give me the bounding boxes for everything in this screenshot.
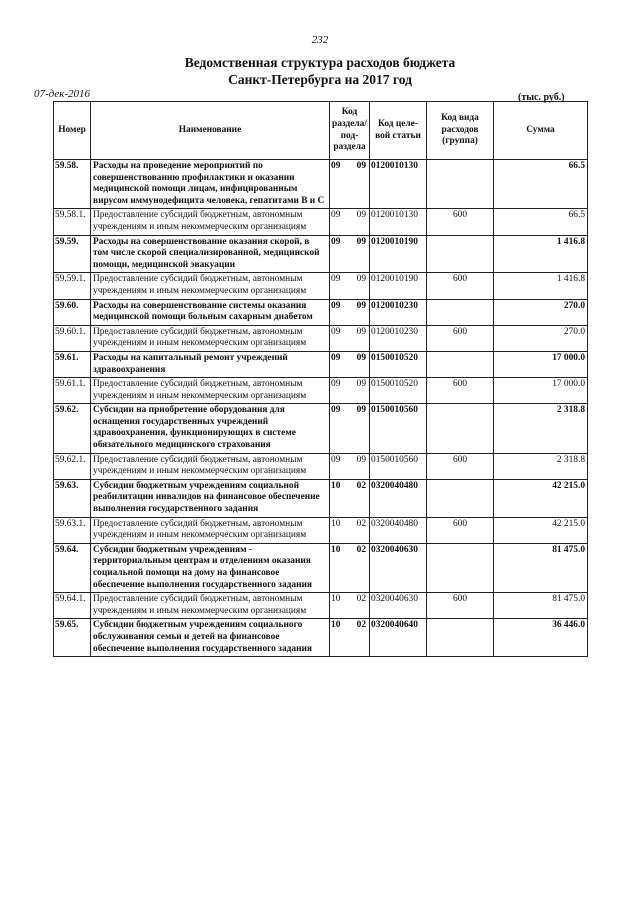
row-article-code: 0150010520	[370, 378, 427, 404]
subsection-code: 09	[356, 210, 366, 221]
row-article-code: 0320040640	[370, 619, 427, 657]
row-section-code	[330, 209, 370, 235]
row-section-code	[330, 378, 370, 404]
table-row	[54, 378, 588, 404]
subsection-code: 09	[356, 236, 366, 247]
row-sum: 42 215.0	[494, 479, 588, 517]
table-row	[54, 619, 588, 657]
table-row	[54, 299, 588, 325]
row-name: Субсидии бюджетным учреждениям социальной реабилитации инвалидов на финансовое обеспечение выполнения государственного задания	[91, 479, 330, 517]
row-article-code: 0320040480	[370, 479, 427, 517]
row-article-code: 0150010520	[370, 351, 427, 377]
row-article-code: 0120010190	[370, 235, 427, 273]
row-expense-kind	[427, 235, 494, 273]
section-code: 09	[331, 274, 341, 285]
subsection-code: 02	[356, 594, 366, 605]
row-number: 59.62.	[54, 404, 91, 453]
section-code: 09	[331, 161, 341, 171]
row-sum: 81 475.0	[494, 593, 588, 619]
row-sum: 66.5	[494, 160, 588, 209]
row-number: 59.63.1.	[54, 517, 91, 543]
row-expense-kind: 600	[427, 273, 494, 299]
row-name: Субсидии на приобретение оборудования для оснащения государственных учреждений здравоохранения, функционирующих в системе обязательного медицинского страхования	[91, 404, 330, 453]
row-name: Субсидии бюджетным учреждениям - территориальным центрам и отделениям оказания социальной помощи на дому на финансовое обеспечение выполнения государственного задания	[91, 543, 330, 592]
section-code: 10	[331, 480, 341, 491]
table-row	[54, 160, 588, 209]
row-section-code	[330, 404, 370, 453]
header-expense-kind-code: Код вида расходов (группа)	[427, 102, 494, 160]
row-expense-kind	[427, 404, 494, 453]
row-section-code	[330, 619, 370, 657]
row-section-code	[330, 325, 370, 351]
table-row	[54, 593, 588, 619]
row-expense-kind: 600	[427, 378, 494, 404]
row-sum: 17 000.0	[494, 351, 588, 377]
section-code: 09	[331, 236, 341, 247]
section-code: 09	[331, 379, 341, 390]
subsection-code: 09	[356, 161, 366, 171]
row-number: 59.65.	[54, 619, 91, 657]
table-row	[54, 453, 588, 479]
row-sum: 270.0	[494, 325, 588, 351]
table-header-row	[54, 102, 588, 160]
row-number: 59.61.	[54, 351, 91, 377]
row-section-code	[330, 543, 370, 592]
subsection-code: 09	[356, 300, 366, 311]
table-row	[54, 517, 588, 543]
row-sum: 81 475.0	[494, 543, 588, 592]
row-sum: 36 446.0	[494, 619, 588, 657]
subsection-code: 02	[356, 544, 366, 555]
row-sum: 17 000.0	[494, 378, 588, 404]
row-sum: 66.5	[494, 209, 588, 235]
table-row	[54, 543, 588, 592]
row-section-code	[330, 273, 370, 299]
row-article-code: 0320040480	[370, 517, 427, 543]
subsection-code: 09	[356, 274, 366, 285]
row-name: Расходы на совершенствование системы оказания медицинской помощи больным сахарным диабетом	[91, 299, 330, 325]
row-number: 59.58.1.	[54, 209, 91, 235]
row-section-code	[330, 299, 370, 325]
row-name: Расходы на капитальный ремонт учреждений здравоохранения	[91, 351, 330, 377]
table-row	[54, 404, 588, 453]
subsection-code: 09	[356, 326, 366, 337]
section-code: 09	[331, 300, 341, 311]
table-row	[54, 479, 588, 517]
row-expense-kind	[427, 299, 494, 325]
row-sum: 1 416.8	[494, 273, 588, 299]
section-code: 10	[331, 594, 341, 605]
subsection-code: 02	[356, 518, 366, 529]
row-section-code	[330, 160, 370, 209]
table-row	[54, 351, 588, 377]
section-code: 09	[331, 454, 341, 465]
row-expense-kind	[427, 160, 494, 209]
row-article-code: 0320040630	[370, 593, 427, 619]
subsection-code: 02	[356, 620, 366, 631]
section-code: 10	[331, 620, 341, 631]
row-expense-kind: 600	[427, 209, 494, 235]
section-code: 10	[331, 544, 341, 555]
row-name: Предоставление субсидий бюджетным, автономным учреждениям и иным некоммерческим организациям	[91, 378, 330, 404]
row-article-code: 0320040630	[370, 543, 427, 592]
row-number: 59.59.1.	[54, 273, 91, 299]
subsection-code: 02	[356, 480, 366, 491]
table-row	[54, 235, 588, 273]
document-title	[0, 54, 640, 88]
row-section-code	[330, 235, 370, 273]
subsection-code: 09	[356, 454, 366, 465]
header-article-code: Код целе- вой статьи	[370, 102, 427, 160]
row-name: Субсидии бюджетным учреждениям социального обслуживания семьи и детей на финансовое обеспечение выполнения государственного задания	[91, 619, 330, 657]
section-code: 09	[331, 210, 341, 221]
title-line-1: Ведомственная структура расходов бюджета	[184, 55, 456, 70]
row-section-code	[330, 351, 370, 377]
subsection-code: 09	[356, 405, 366, 416]
row-expense-kind: 600	[427, 593, 494, 619]
document-date: 07-дек-2016	[34, 88, 91, 100]
section-code: 09	[331, 326, 341, 337]
row-number: 59.63.	[54, 479, 91, 517]
row-number: 59.61.1.	[54, 378, 91, 404]
row-sum: 1 416.8	[494, 235, 588, 273]
row-name: Предоставление субсидий бюджетным, автономным учреждениям и иным некоммерческим организациям	[91, 593, 330, 619]
header-sum: Сумма	[494, 102, 588, 160]
table-row	[54, 209, 588, 235]
row-name: Предоставление субсидий бюджетным, автономным учреждениям и иным некоммерческим организациям	[91, 453, 330, 479]
row-name: Предоставление субсидий бюджетным, автономным учреждениям и иным некоммерческим организациям	[91, 209, 330, 235]
row-expense-kind	[427, 351, 494, 377]
row-article-code: 0150010560	[370, 404, 427, 453]
row-name: Расходы на совершенствование оказания скорой, в том числе скорой специализированной, медицинской помощи, медицинской эвакуации	[91, 235, 330, 273]
section-code: 10	[331, 518, 341, 529]
row-number: 59.64.	[54, 543, 91, 592]
units-label: (тыс. руб.)	[518, 92, 565, 103]
table-row	[54, 325, 588, 351]
header-number: Номер	[54, 102, 91, 160]
row-article-code: 0120010230	[370, 325, 427, 351]
row-section-code	[330, 453, 370, 479]
budget-table	[53, 101, 588, 657]
header-name: Наименование	[91, 102, 330, 160]
subsection-code: 09	[356, 352, 366, 363]
row-expense-kind	[427, 543, 494, 592]
row-number: 59.62.1.	[54, 453, 91, 479]
section-code: 09	[331, 405, 341, 416]
row-number: 59.60.	[54, 299, 91, 325]
row-number: 59.60.1.	[54, 325, 91, 351]
subsection-code: 09	[356, 379, 366, 390]
row-sum: 2 318.8	[494, 453, 588, 479]
row-expense-kind: 600	[427, 517, 494, 543]
row-expense-kind: 600	[427, 453, 494, 479]
page-number: 232	[311, 34, 329, 46]
row-article-code: 0120010130	[370, 160, 427, 209]
row-expense-kind: 600	[427, 325, 494, 351]
row-name: Предоставление субсидий бюджетным, автономным учреждениям и иным некоммерческим организациям	[91, 273, 330, 299]
table-row	[54, 273, 588, 299]
row-article-code: 0120010230	[370, 299, 427, 325]
row-article-code: 0120010130	[370, 209, 427, 235]
row-expense-kind	[427, 619, 494, 657]
row-number: 59.59.	[54, 235, 91, 273]
row-sum: 2 318.8	[494, 404, 588, 453]
row-number: 59.58.	[54, 160, 91, 209]
title-line-2: Санкт-Петербурга на 2017 год	[228, 72, 412, 87]
row-number: 59.64.1.	[54, 593, 91, 619]
row-name: Расходы на проведение мероприятий по совершенствованию профилактики и оказании медицинской помощи лицам, инфицированным вирусом иммунодефицита человека, гепатитами В и С	[91, 160, 330, 209]
section-code: 09	[331, 352, 341, 363]
row-article-code: 0150010560	[370, 453, 427, 479]
row-section-code	[330, 593, 370, 619]
row-article-code: 0120010190	[370, 273, 427, 299]
row-section-code	[330, 479, 370, 517]
row-sum: 270.0	[494, 299, 588, 325]
row-name: Предоставление субсидий бюджетным, автономным учреждениям и иным некоммерческим организациям	[91, 325, 330, 351]
row-sum: 42 215.0	[494, 517, 588, 543]
row-section-code	[330, 517, 370, 543]
row-name: Предоставление субсидий бюджетным, автономным учреждениям и иным некоммерческим организациям	[91, 517, 330, 543]
header-section-code: Код раздела/ под- раздела	[330, 102, 370, 160]
row-expense-kind	[427, 479, 494, 517]
